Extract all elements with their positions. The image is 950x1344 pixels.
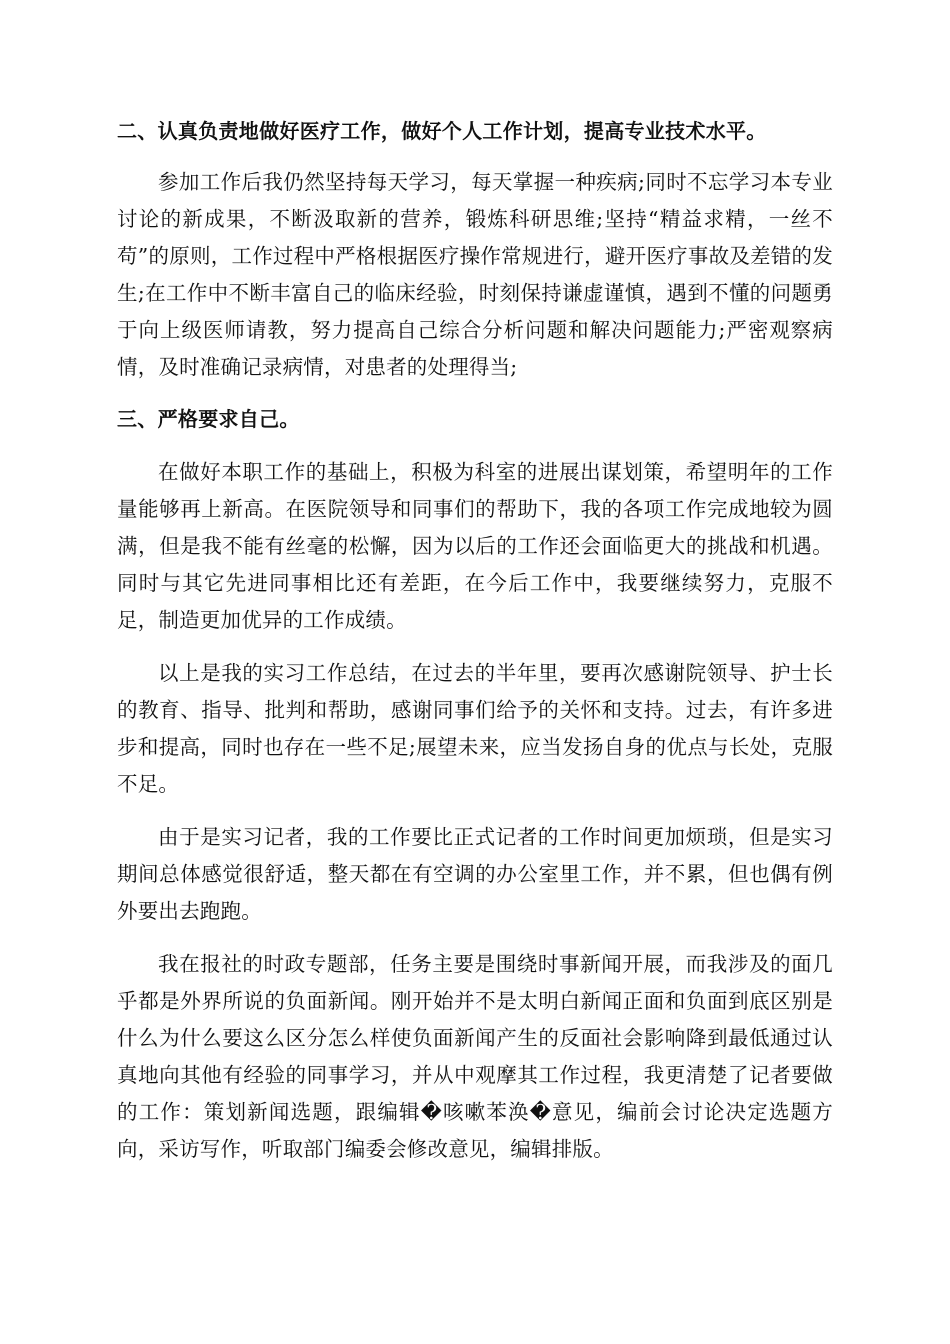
paragraph-reporter-internship: 由于是实习记者，我的工作要比正式记者的工作时间更加烦琐，但是实习期间总体感觉很舒适，整天都在有空调的办公室里工作，并不累，但也偶有例外要出去跑跑。 bbox=[117, 825, 833, 923]
paragraph-medical-work: 参加工作后我仍然坚持每天学习，每天掌握一种疾病;同时不忘学习本专业讨论的新成果，不断汲取新的营养，锻炼科研思维;坚持“精益求精，一丝不苟”的原则，工作过程中严格根据医疗操作常规进行，避开医疗事故及差错的发生;在工作中不断丰富自己的临床经验，时刻保持谦虚谨慎，遇到不懂的问题勇于向上级医师请教，努力提高自己综合分析问题和解决问题能力;严密观察病情，及时准确记录病情，对患者的处理得当; bbox=[117, 170, 833, 379]
paragraph-newspaper-work: 我在报社的时政专题部，任务主要是围绕时事新闻开展，而我涉及的面几乎都是外界所说的负面新闻。刚开始并不是太明白新闻正面和负面到底区别是什么为什么要这么区分怎么样使负面新闻产生的反面社会影响降到最低通过认真地向其他有经验的同事学习，并从中观摩其工作过程，我更清楚了记者要做的工作：策划新闻选题，跟编辑�咳嗽苯涣�意见，编前会讨论决定选题方向，采访写作，听取部门编委会修改意见，编辑排版。 bbox=[117, 952, 833, 1161]
document-body bbox=[117, 112, 833, 1168]
section-heading-3: 三、严格要求自己。 bbox=[117, 407, 300, 431]
paragraph-internship-summary: 以上是我的实习工作总结，在过去的半年里，要再次感谢院领导、护士长的教育、指导、批判和帮助，感谢同事们给予的关怀和支持。过去，有许多进步和提高，同时也存在一些不足;展望未来，应当发扬自身的优点与长处，克服不足。 bbox=[117, 661, 833, 796]
section-heading-2: 二、认真负责地做好医疗工作，做好个人工作计划，提高专业技术水平。 bbox=[117, 119, 767, 143]
paragraph-self-requirements: 在做好本职工作的基础上，积极为科室的进展出谋划策，希望明年的工作量能够再上新高。在医院领导和同事们的帮助下，我的各项工作完成地较为圆满，但是我不能有丝毫的松懈，因为以后的工作还会面临更大的挑战和机遇。同时与其它先进同事相比还有差距，在今后工作中，我要继续努力，克服不足，制造更加优异的工作成绩。 bbox=[117, 460, 833, 632]
